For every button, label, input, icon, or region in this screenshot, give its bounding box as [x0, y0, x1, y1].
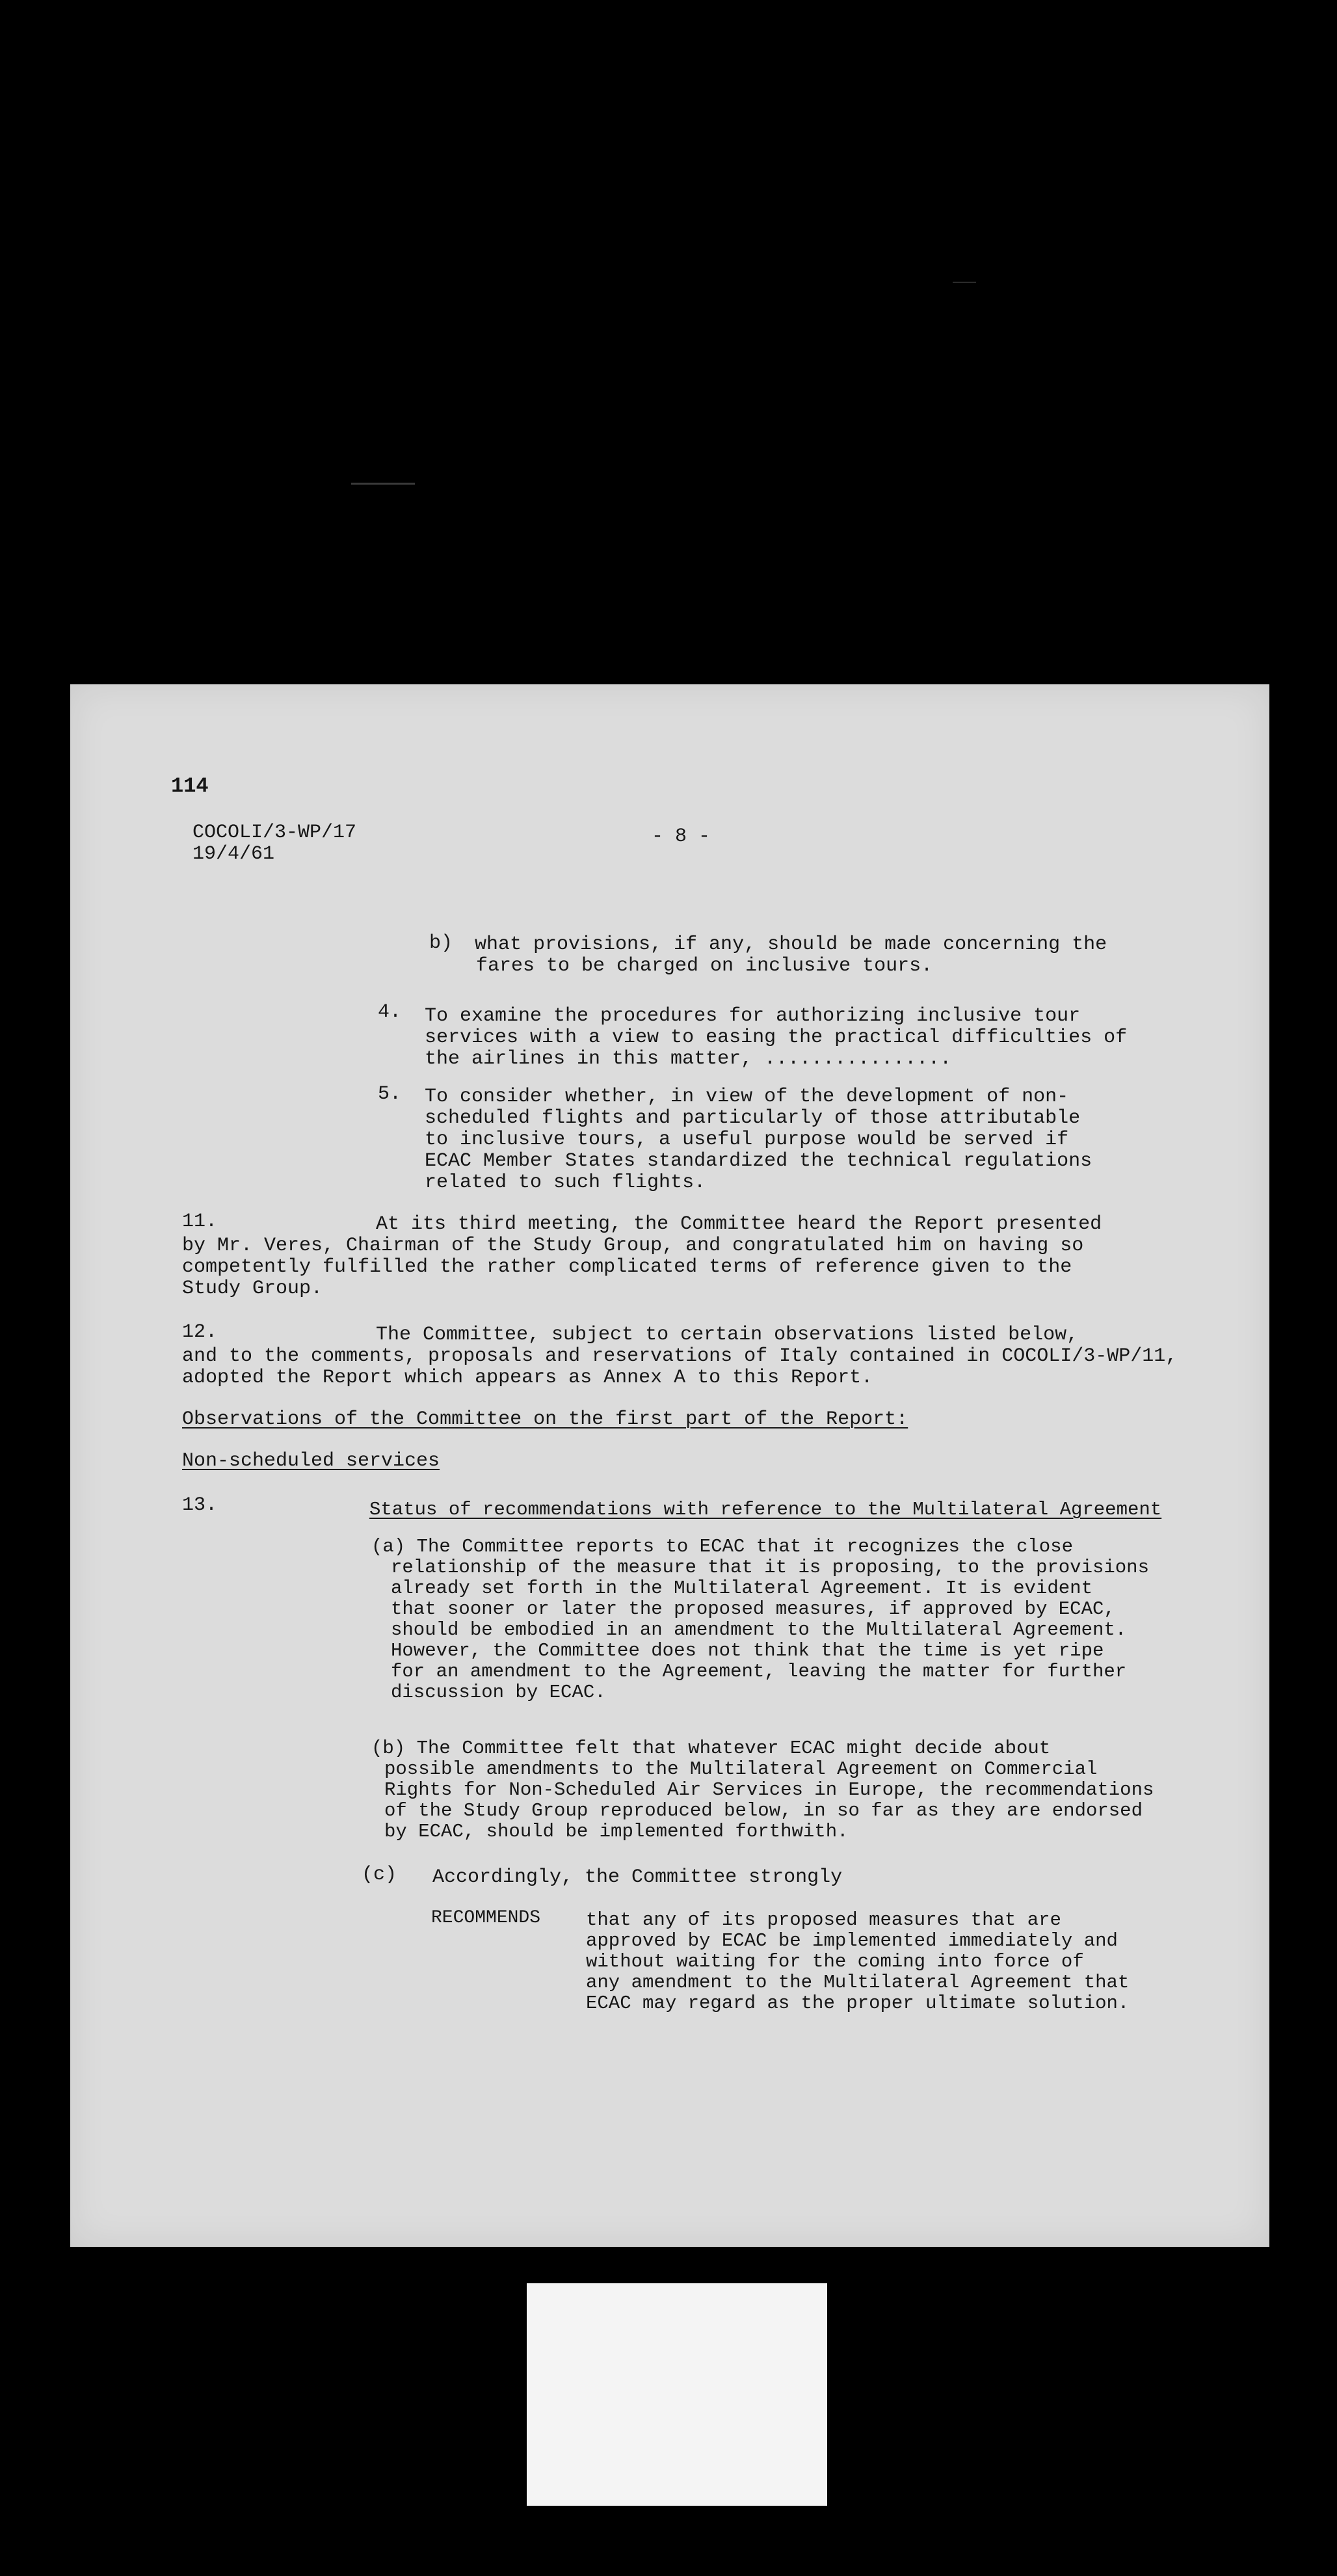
text-line: by ECAC, should be implemented forthwith. — [384, 1821, 849, 1842]
page-number: 114 — [171, 774, 209, 798]
text-line: and to the comments, proposals and reservations of Italy contained in COCOLI/3-WP/11, — [182, 1345, 1178, 1367]
document-page — [70, 684, 1269, 2247]
film-scratch-mark — [351, 483, 415, 485]
text-line: Rights for Non-Scheduled Air Services in Europe, the recommendations — [384, 1779, 1154, 1801]
text-line: ECAC Member States standardized the technical regulations — [425, 1150, 1092, 1172]
text-line: related to such flights. — [425, 1172, 706, 1194]
text-line: should be embodied in an amendment to the Multilateral Agreement. — [391, 1619, 1127, 1641]
text-line: adopted the Report which appears as Annex A to this Report. — [182, 1367, 873, 1389]
text-line: what provisions, if any, should be made concerning the — [475, 933, 1107, 956]
text-line: that sooner or later the proposed measures, if approved by ECAC, — [391, 1598, 1115, 1620]
item-b-text — [475, 934, 1107, 977]
film-scratch-mark — [953, 282, 976, 283]
paragraph-12-number: 12. — [182, 1321, 218, 1343]
text-line: Study Group. — [182, 1278, 323, 1300]
paragraph-11-text — [182, 1235, 1083, 1300]
page-label: - 8 - — [652, 825, 711, 848]
text-line: to inclusive tours, a useful purpose would be served if — [425, 1129, 1069, 1151]
blank-index-card — [527, 2283, 827, 2506]
paragraph-11-number: 11. — [182, 1211, 218, 1233]
document-reference — [192, 822, 356, 865]
paragraph-12-text — [182, 1346, 1177, 1389]
doc-date: 19/4/61 — [192, 843, 275, 865]
text-line: (a) The Committee reports to ECAC that it recognizes the close — [371, 1536, 1073, 1557]
recommends-label: RECOMMENDS — [431, 1908, 541, 1928]
text-line: relationship of the measure that it is proposing, to the provisions — [391, 1557, 1149, 1578]
recommends-text — [586, 1910, 1129, 2014]
text-line: any amendment to the Multilateral Agreement that — [586, 1972, 1130, 1993]
section-13-title: Status of recommendations with reference to the Multilateral Agreement — [369, 1499, 1162, 1520]
paragraph-12-first-line: The Committee, subject to certain observations listed below, — [376, 1324, 1079, 1346]
text-line: possible amendments to the Multilateral Agreement on Commercial — [384, 1758, 1098, 1780]
item-4-label: 4. — [378, 1001, 402, 1023]
subparagraph-a — [371, 1536, 1149, 1703]
text-line: ECAC may regard as the proper ultimate solution. — [586, 1992, 1130, 2014]
text-line: approved by ECAC be implemented immediately and — [586, 1930, 1118, 1952]
text-line: competently fulfilled the rather complicated terms of reference given to the — [182, 1256, 1072, 1278]
item-5-label: 5. — [378, 1083, 402, 1105]
text-line: However, the Committee does not think that the time is yet ripe — [391, 1640, 1104, 1661]
text-line: without waiting for the coming into force of — [586, 1951, 1084, 1972]
observations-heading: Observations of the Committee on the first part of the Report: — [182, 1408, 908, 1430]
doc-code: COCOLI/3-WP/17 — [192, 822, 357, 844]
text-line: for an amendment to the Agreement, leaving the matter for further — [391, 1661, 1127, 1682]
non-scheduled-heading: Non-scheduled services — [182, 1450, 440, 1472]
text-line: already set forth in the Multilateral Agreement. It is evident — [391, 1577, 1092, 1599]
text-line: that any of its proposed measures that are — [586, 1909, 1061, 1931]
text-line: discussion by ECAC. — [391, 1682, 606, 1703]
text-line: of the Study Group reproduced below, in so far as they are endorsed — [384, 1800, 1143, 1821]
item-b-label: b) — [429, 932, 453, 954]
subparagraph-b — [371, 1738, 1154, 1842]
item-4-text — [425, 1006, 1127, 1070]
subparagraph-c-text: Accordingly, the Committee strongly — [432, 1866, 843, 1888]
text-line: by Mr. Veres, Chairman of the Study Group, and congratulated him on having so — [182, 1235, 1084, 1257]
text-line: scheduled flights and particularly of those attributable — [425, 1107, 1081, 1129]
paragraph-11-first-line: At its third meeting, the Committee heard the Report presented — [376, 1213, 1102, 1235]
text-line: fares to be charged on inclusive tours. — [476, 955, 933, 977]
text-line: To consider whether, in view of the development of non- — [425, 1086, 1069, 1108]
text-line: the airlines in this matter, ................ — [425, 1048, 952, 1070]
text-line: services with a view to easing the practical difficulties of — [425, 1026, 1128, 1049]
text-line: (b) The Committee felt that whatever ECAC might decide about — [371, 1737, 1051, 1759]
text-line: To examine the procedures for authorizing inclusive tour — [425, 1005, 1081, 1027]
item-5-text — [425, 1086, 1092, 1194]
subparagraph-c-label: (c) — [362, 1864, 397, 1886]
section-13-number: 13. — [182, 1494, 218, 1516]
